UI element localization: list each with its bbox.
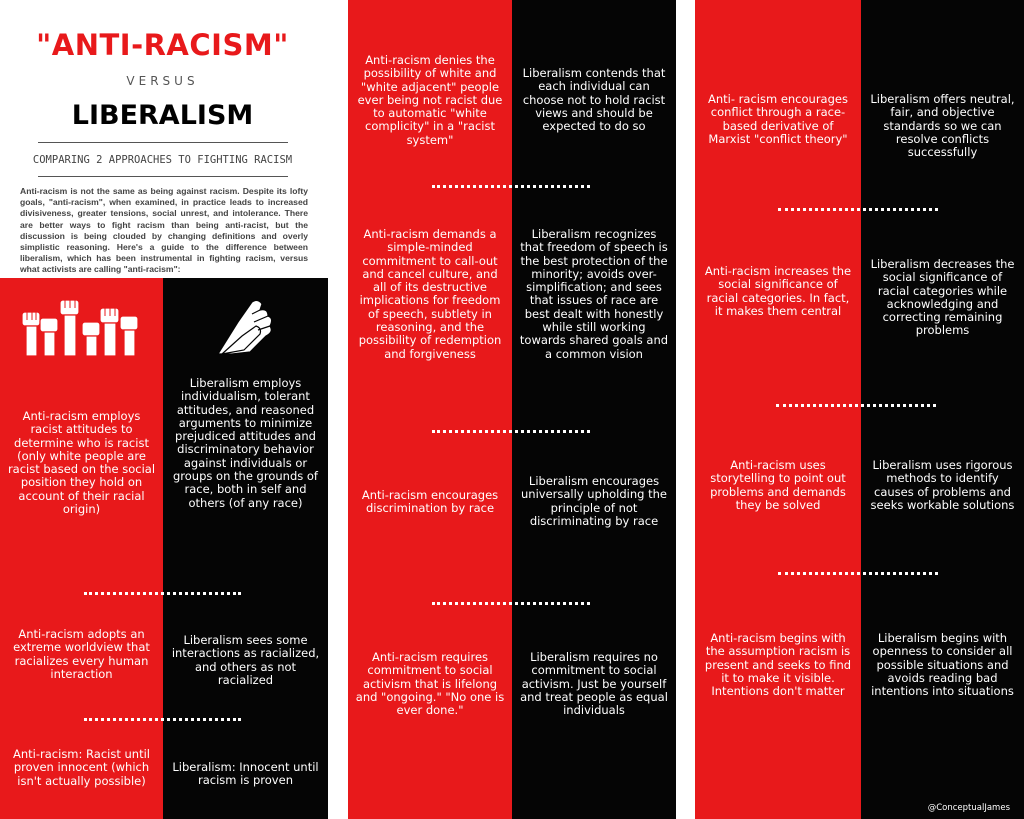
col2-anti-item: Anti-racism denies the possibility of white and "white adjacent" people ever being not racist due to automatic "white complicity" in a "racist system"	[357, 53, 503, 147]
raised-fists-icon	[20, 296, 140, 358]
col3-lib-item: Liberalism offers neutral, fair, and objective standards so we can resolve conflicts successfully	[870, 92, 1015, 160]
col3-anti-item: Anti- racism encourages conflict through a race-based derivative of Marxist "conflict theory"	[708, 92, 848, 146]
col2-anti-item: Anti-racism requires commitment to social activism that is lifelong and "ongoing." "No one is ever done."	[355, 650, 505, 718]
col2-anti-item: Anti-racism demands a simple-minded commitment to call-out and cancel culture, and all of its destructive implications for freedom of speech, subtlety in reasoning, and the possibility of redemption and forgiveness	[358, 227, 502, 361]
col3-dotted-divider	[776, 404, 936, 407]
handshake-icon	[212, 296, 278, 358]
col1-dotted-divider	[84, 592, 241, 595]
col3-anti-item: Anti-racism increases the social significance of racial categories. In fact, it makes them central	[704, 264, 852, 318]
col3-anti-item: Anti-racism begins with the assumption racism is present and seeks to find it to make it visible. Intentions don't matter	[704, 631, 852, 699]
col2-lib-item: Liberalism contends that each individual can choose not to hold racist views and should be expected to do so	[522, 66, 666, 134]
col3-anti-item: Anti-racism uses storytelling to point out problems and demands they be solved	[710, 458, 846, 512]
anti-racism-title: "ANTI-RACISM"	[36, 28, 289, 62]
divider-top	[38, 142, 288, 143]
col1-lib-item: Liberalism employs individualism, tolerant attitudes, and reasoned arguments to minimize prejudiced attitudes and discriminatory behavior against individuals or groups on the grounds of race, both in self and others (of any race)	[173, 376, 318, 510]
col3-lib-item: Liberalism begins with openness to consider all possible situations and avoids reading bad intentions into situations	[871, 631, 1014, 699]
col3-lib-item: Liberalism decreases the social significance of racial categories while acknowledging and correcting remaining problems	[870, 257, 1015, 338]
col3-dotted-divider	[778, 572, 938, 575]
col3-dotted-divider	[778, 208, 938, 211]
col1-anti-item: Anti-racism employs racist attitudes to determine who is racist (only white people are racist based on the social position they hold on account of their racial origin)	[7, 409, 156, 517]
col2-lib-item: Liberalism recognizes that freedom of speech is the best protection of the minority; avoids over-simplification; and sees that issues of race are best dealt with honestly while still working towards shared goals and a common vision	[519, 227, 669, 361]
divider-bottom	[38, 176, 288, 177]
col2-lib-item: Liberalism requires no commitment to social activism. Just be yourself and treat people as equal individuals	[520, 650, 668, 718]
versus-label: VERSUS	[126, 74, 199, 88]
intro-paragraph: Anti-racism is not the same as being against racism. Despite its lofty goals, "anti-racism", when examined, in practice leads to increased divisiveness, greater tensions, social unrest, and intolerance. There are better ways to fight racism than being anti-racist, but the discussion is being clouded by changing definitions and overly simplistic reasoning. Here's a guide to the difference between liberalism, which has been instrumental in fighting racism, versus what activists are calling "anti-racism":	[20, 186, 308, 275]
subtitle: COMPARING 2 APPROACHES TO FIGHTING RACISM	[32, 154, 293, 166]
col2-anti-item: Anti-racism encourages discrimination by race	[361, 488, 499, 516]
col1-lib-item: Liberalism: Innocent until racism is proven	[172, 760, 319, 788]
col1-dotted-divider	[84, 718, 241, 721]
col1-anti-item: Anti-racism: Racist until proven innocent (which isn't actually possible)	[13, 747, 150, 788]
col1-lib-item: Liberalism sees some interactions as racialized, and others as not racialized	[171, 633, 320, 687]
liberalism-title: LIBERALISM	[71, 100, 254, 131]
col1-anti-racism-panel	[0, 278, 163, 819]
author-credit: @ConceptualJames	[927, 803, 1010, 813]
col1-liberalism-panel	[163, 278, 328, 819]
col2-dotted-divider	[432, 602, 590, 605]
col3-lib-item: Liberalism uses rigorous methods to identify causes of problems and seeks workable solutions	[870, 458, 1015, 512]
col2-dotted-divider	[432, 430, 590, 433]
col2-lib-item: Liberalism encourages universally upholding the principle of not discriminating by race	[521, 474, 667, 528]
col1-anti-item: Anti-racism adopts an extreme worldview that racializes every human interaction	[13, 627, 150, 681]
col2-dotted-divider	[432, 185, 590, 188]
